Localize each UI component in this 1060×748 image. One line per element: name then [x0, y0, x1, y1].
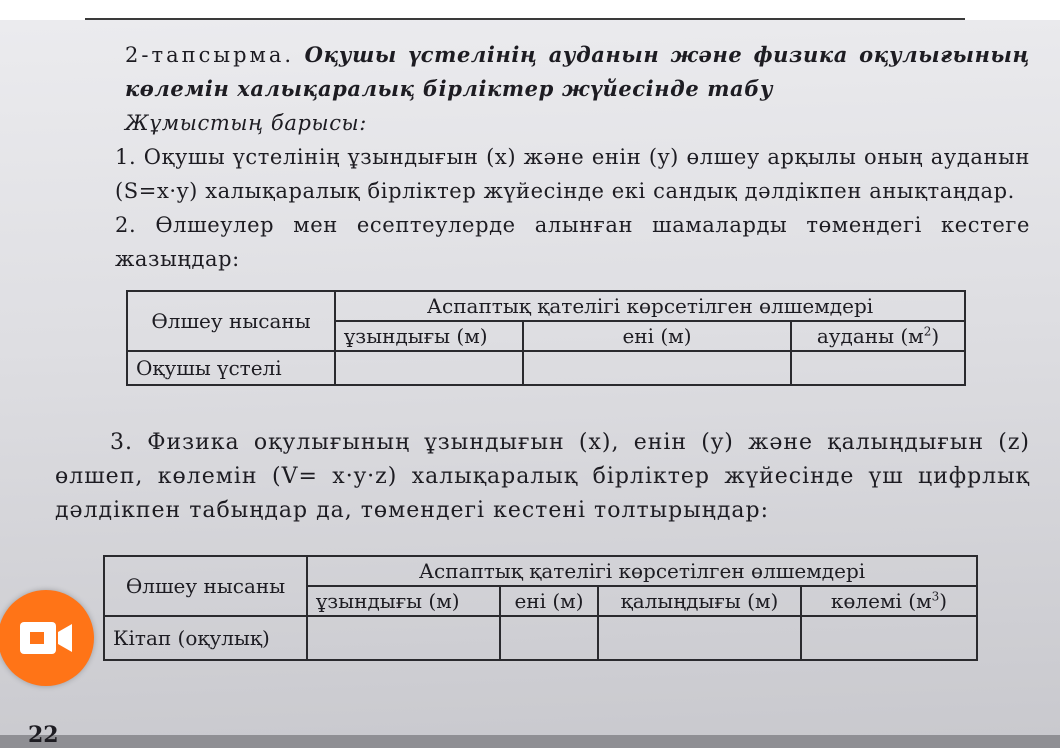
col-volume-exp: 3: [931, 589, 940, 604]
group-header: Аспаптық қателігі көрсетілген өлшемдері: [307, 556, 977, 586]
cell-length[interactable]: [335, 351, 523, 385]
col-area-text: ауданы (м: [816, 324, 924, 348]
step-2: 2. Өлшеулер мен есептеулерде алынған шамаларды төмендегі кестеге жазыңдар:: [115, 213, 1030, 271]
col-length: ұзындығы (м): [335, 321, 523, 351]
cell-thickness[interactable]: [598, 616, 801, 660]
step-3: 3. Физика оқулығының ұзындығын (x), енін (y) және қалыңдығын (z) өлшеп, көлемін (V= x·y·z) халықаралық бірліктер жүйесінде үш цифрлық дәлдікпен табыңдар да, төмендегі кестені толтырыңдар:: [55, 430, 1030, 523]
task-text: [55, 38, 1030, 276]
cell-width[interactable]: [523, 351, 791, 385]
progress-heading: Жұмыстың барысы:: [125, 111, 367, 135]
measurement-table-desk: [126, 290, 966, 386]
group-header: Аспаптық қателігі көрсетілген өлшемдері: [335, 291, 965, 321]
col-thickness: қалыңдығы (м): [598, 586, 801, 616]
col-width: ені (м): [523, 321, 791, 351]
measurement-table-book: [103, 555, 978, 661]
task-heading: [55, 38, 1030, 106]
col-length: ұзындығы (м): [307, 586, 500, 616]
cell-area[interactable]: [791, 351, 965, 385]
record-button[interactable]: [0, 590, 94, 686]
top-margin: [0, 0, 1060, 20]
col-volume-text: көлемі (м: [830, 589, 932, 613]
cell-width[interactable]: [500, 616, 598, 660]
col-area-exp: 2: [923, 324, 932, 339]
step-1: 1. Оқушы үстелінің ұзындығын (x) және енін (y) өлшеу арқылы оның ауданын (S=x·y) халықаралық бірліктер жүйесінде екі сандық дәлдікпен анықтаңдар.: [115, 145, 1030, 203]
row-label: Кітап (оқулық): [104, 616, 307, 660]
page-number: 22: [28, 722, 59, 748]
object-header: Өлшеу нысаны: [127, 291, 335, 351]
cell-volume[interactable]: [801, 616, 977, 660]
task-label: 2-тапсырма.: [125, 43, 295, 67]
top-rule: [85, 18, 965, 20]
video-camera-icon: [18, 616, 74, 660]
col-width: ені (м): [500, 586, 598, 616]
cell-length[interactable]: [307, 616, 500, 660]
object-header: Өлшеу нысаны: [104, 556, 307, 616]
row-label: Оқушы үстелі: [127, 351, 335, 385]
col-area-end: ): [931, 324, 940, 348]
col-area: [791, 321, 965, 351]
col-volume: [801, 586, 977, 616]
task-title: Оқушы үстелінің ауданын және физика оқулығының көлемін халықаралық бірліктер жүйесінде табу: [125, 42, 1030, 101]
col-volume-end: ): [939, 589, 948, 613]
